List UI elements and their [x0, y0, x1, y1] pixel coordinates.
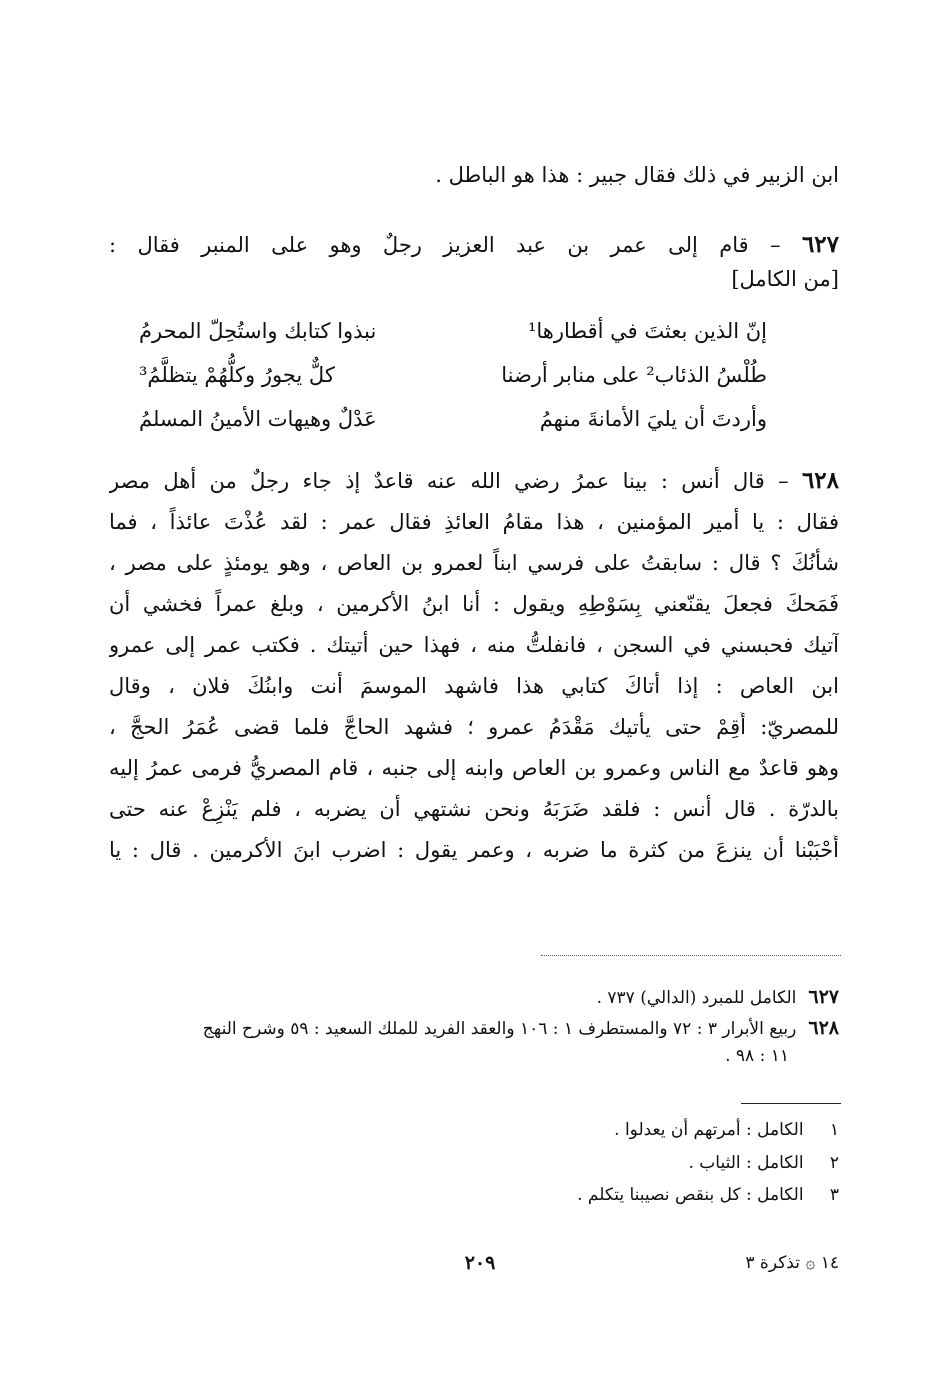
entry-628-line-10: أَحْبَبْنا أن ينزعَ من كثرة ما ضربه ، وعمر يقول : اضرب ابنَ الأكرمين . قال : يا — [109, 838, 839, 862]
entry-628-line-7: للمصريّ: أَقِمْ حتى يأتيك مَقْدَمُ عمرو ؛ فشهد الحاجَّ فلما قضى عُمَرُ الحجَّ ، — [109, 715, 839, 739]
verse-3-sadr: وأردتَ أن يليَ الأمانةَ منهمُ — [539, 407, 767, 431]
variant-note-2-number: ٢ — [829, 1153, 839, 1173]
verse-3-ajuz: عَدْلٌ وهيهات الأمينُ المسلمُ — [139, 407, 377, 431]
notes-divider — [741, 1103, 841, 1104]
source-628-number: ٦٢٨ — [808, 1017, 839, 1039]
sources-divider — [541, 955, 841, 956]
verse-2-sadr: طُلْسُ الذئاب² على منابر أرضنا — [501, 363, 767, 387]
entry-628-line-6: ابن العاص : إذا أتاكَ كتابي هذا فاشهد الموسمَ أنت وابنُكَ فلان ، وقال — [109, 674, 839, 698]
entry-628-number: ٦٢٨ — [801, 467, 839, 494]
variant-note-3-text: الكامل : كل بنقص نصيبنا يتكلم . — [577, 1185, 804, 1205]
source-628-continuation: ١١ : ٩٨ . — [725, 1046, 789, 1066]
entry-628-line-3: شأنُكَ ؟ قال : سابقتُ على فرسي ابناً لعمرو بن العاص ، وهو يومئذٍ على مصر ، — [109, 551, 839, 575]
entry-628-line-8: وهو قاعدٌ مع الناس وعمرو بن العاص وابنه إلى جنبه ، قام المصريُّ فرمى عمرُ إليه — [109, 756, 839, 780]
entry-628-line-5: آتيك فحبسني في السجن ، فانفلتُّ منه ، فهذا حين أتيتك . فكتب عمر إلى عمرو — [109, 633, 839, 657]
verse-1-ajuz: نبذوا كتابك واستُحِلّ المحرمُ — [139, 319, 377, 343]
entry-628-line-4: فَمَحكَ فجعلَ يقنّعني بِسَوْطِهِ ويقول : أنا ابنُ الأكرمين ، وبلغ عمراً فخشي أن — [109, 592, 839, 616]
source-627 — [109, 985, 839, 1010]
entry-628-text-1: – قال أنس : بينا عمرُ رضي الله عنه قاعدٌ إذ جاء رجلٌ من أهل مصر — [109, 469, 789, 493]
entry-628-line-2: فقال : يا أمير المؤمنين ، هذا مقامُ العائذِ فقال عمر : لقد عُذْتَ عائذاً ، فما — [109, 510, 839, 534]
entry-628-line-1 — [109, 466, 839, 496]
variant-note-3-number: ٣ — [829, 1185, 839, 1205]
page-number: ٢٠٩ — [464, 1252, 496, 1274]
variant-note-1 — [339, 1118, 839, 1142]
source-627-text: الكامل للمبرد (الدالي) ٧٣٧ . — [596, 988, 797, 1008]
entry-628-line-9: بالدرّة . قال أنس : فلقد ضَرَبَهُ ونحن نشتهي أن يضربه ، فلم يَنْزِعْ عنه حتى — [109, 797, 839, 821]
entry-627-text: – قام إلى عمر بن عبد العزيز رجلٌ وهو على المنبر فقال : — [109, 233, 781, 257]
variant-note-1-number: ١ — [829, 1120, 839, 1140]
entry-627-heading — [109, 230, 839, 260]
verse-2-ajuz: كلٌّ يجورُ وكلُّهُمْ يتظلَّمُ³ — [139, 363, 335, 387]
source-628-text: ربيع الأبرار ٣ : ٧٢ والمستطرف ١ : ١٠٦ والعقد الفريد للملك السعيد : ٥٩ وشرح النهج — [202, 1019, 797, 1039]
variant-note-2 — [339, 1151, 839, 1175]
signature-mark: ١٤ ۞ تذكرة ٣ — [745, 1253, 839, 1273]
body-line-1: ابن الزبير في ذلك فقال جبير : هذا هو الباطل . — [435, 163, 839, 187]
variant-note-1-text: الكامل : أمرتهم أن يعدلوا . — [614, 1120, 804, 1140]
source-628 — [109, 1016, 839, 1041]
variant-note-3 — [339, 1183, 839, 1207]
entry-627-meter: [من الكامل] — [731, 267, 839, 291]
variant-note-2-text: الكامل : الثياب . — [688, 1153, 804, 1173]
verse-1-sadr: إنّ الذين بعثتَ في أقطارها¹ — [527, 319, 767, 343]
source-627-number: ٦٢٧ — [808, 986, 839, 1008]
entry-627-number: ٦٢٧ — [801, 231, 839, 258]
